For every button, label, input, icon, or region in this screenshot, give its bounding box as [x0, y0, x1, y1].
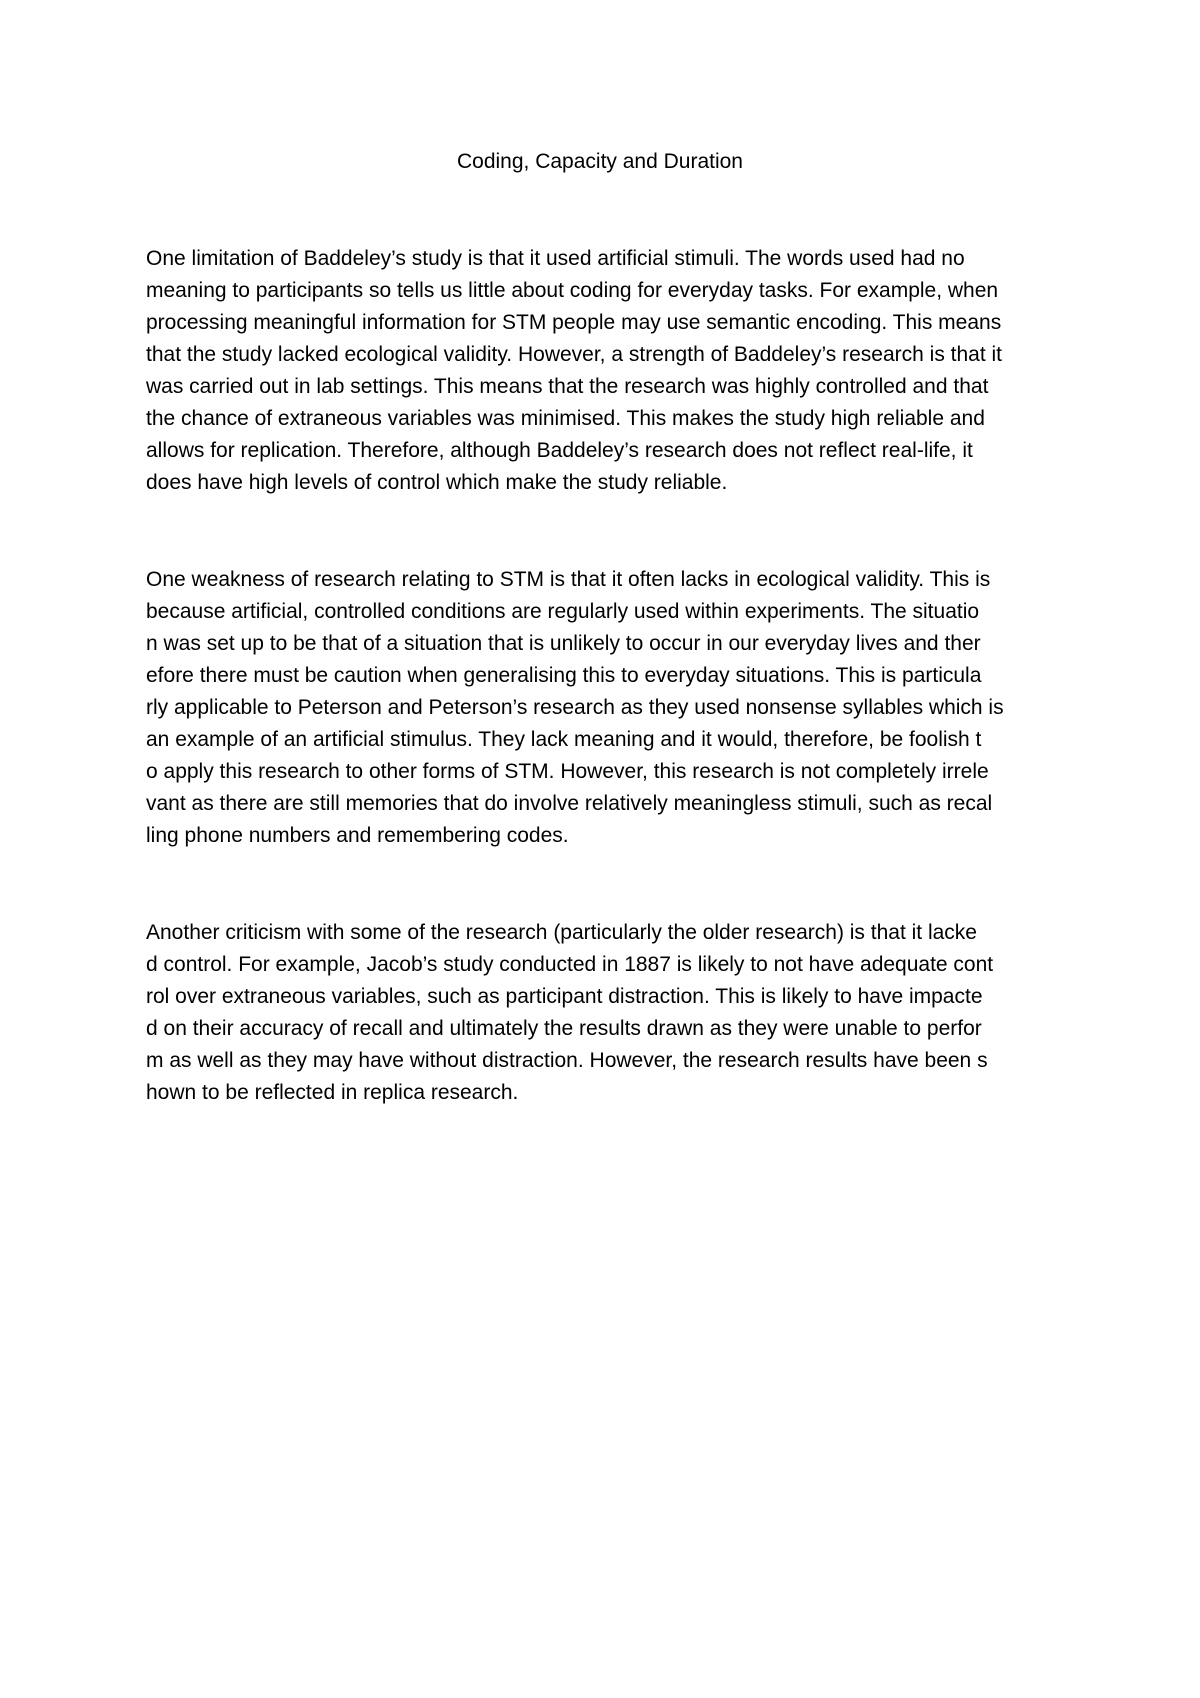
paragraph-older-research-control [146, 917, 1076, 1109]
text-line: One weakness of research relating to STM is that it often lacks in ecological validity. This is [146, 568, 991, 591]
text-line: d on their accuracy of recall and ultimately the results drawn as they were unable to perfor [146, 1017, 982, 1040]
text-line: o apply this research to other forms of STM. However, this research is not completely irrele [146, 760, 989, 783]
text-line: Another criticism with some of the research (particularly the older research) is that it lacke [146, 921, 977, 944]
text-line: does have high levels of control which make the study reliable. [146, 471, 728, 494]
text-line: allows for replication. Therefore, although Baddeley’s research does not reflect real-life, it [146, 439, 973, 462]
text-line: hown to be reflected in replica research. [146, 1081, 519, 1104]
text-line: meaning to participants so tells us little about coding for everyday tasks. For example, when [146, 279, 999, 302]
paragraph-stm-ecological-validity [146, 564, 1076, 852]
text-line: the chance of extraneous variables was minimised. This makes the study high reliable and [146, 407, 985, 430]
text-line: rly applicable to Peterson and Peterson’s research as they used nonsense syllables which is [146, 696, 1004, 719]
text-line: n was set up to be that of a situation that is unlikely to occur in our everyday lives and ther [146, 632, 981, 655]
text-line: was carried out in lab settings. This means that the research was highly controlled and that [146, 375, 989, 398]
text-line: rol over extraneous variables, such as participant distraction. This is likely to have impacte [146, 985, 983, 1008]
text-line: efore there must be caution when generalising this to everyday situations. This is particula [146, 664, 982, 687]
text-line: m as well as they may have without distraction. However, the research results have been s [146, 1049, 988, 1072]
text-line: One limitation of Baddeley’s study is that it used artificial stimuli. The words used had no [146, 247, 965, 270]
text-line: processing meaningful information for STM people may use semantic encoding. This means [146, 311, 1002, 334]
text-line: an example of an artificial stimulus. They lack meaning and it would, therefore, be foolish t [146, 728, 982, 751]
document-title: Coding, Capacity and Duration [456, 150, 743, 173]
text-line: because artificial, controlled conditions are regularly used within experiments. The situatio [146, 600, 980, 623]
paragraph-baddeley-limitation [146, 243, 1076, 499]
text-line: d control. For example, Jacob’s study conducted in 1887 is likely to not have adequate cont [146, 953, 994, 976]
text-line: that the study lacked ecological validity. However, a strength of Baddeley’s research is that it [146, 343, 1003, 366]
text-line: ling phone numbers and remembering codes. [146, 824, 569, 847]
text-line: vant as there are still memories that do involve relatively meaningless stimuli, such as recal [146, 792, 993, 815]
